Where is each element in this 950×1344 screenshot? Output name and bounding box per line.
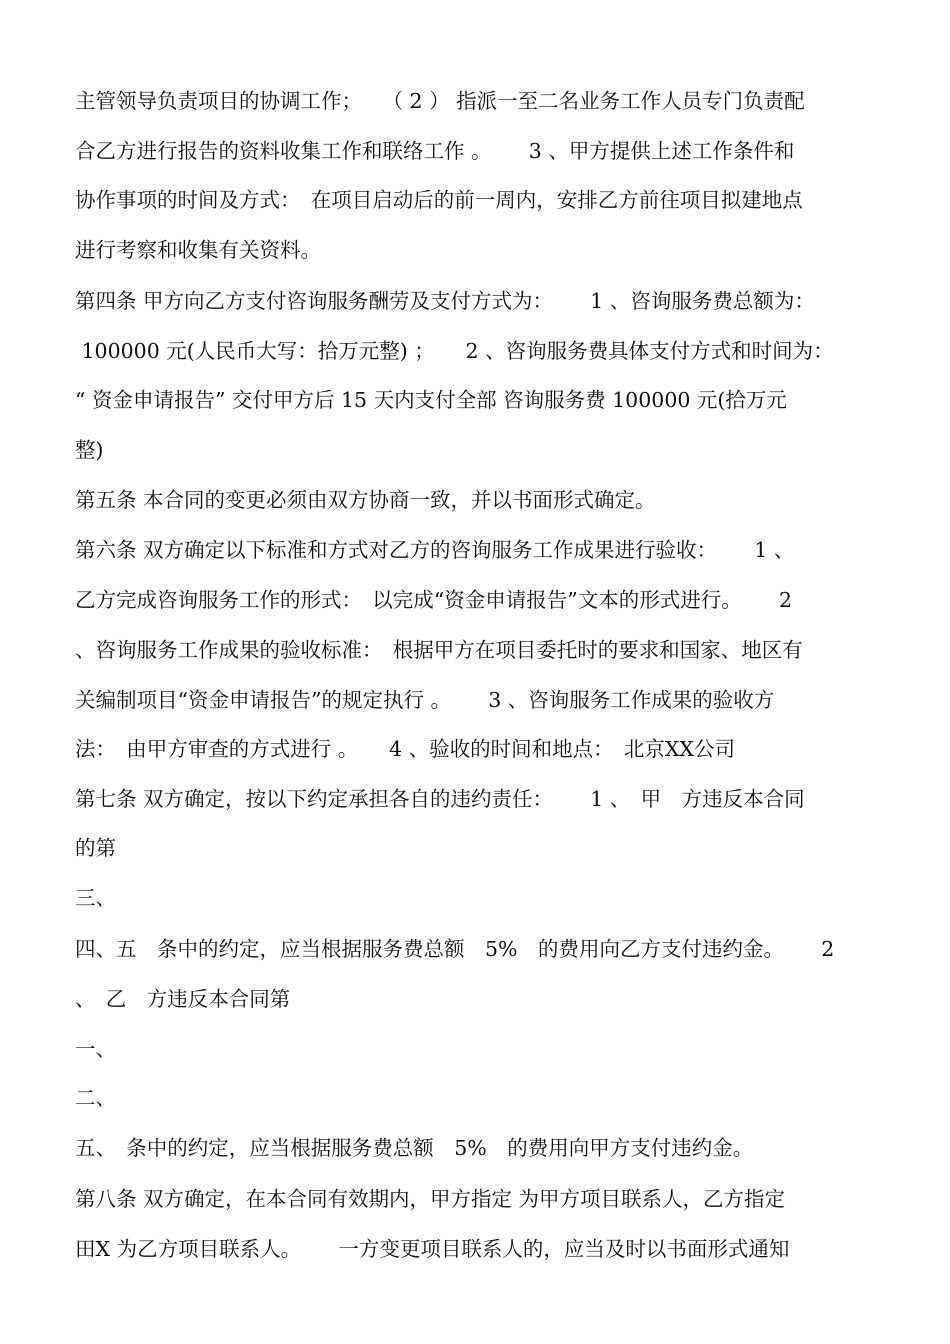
text-line: 法： 由甲方审查的方式进行 。 4 、验收的时间和地点： 北京XX公司 [75, 737, 736, 761]
article-6-heading-line: 第六条 双方确定以下标准和方式对乙方的咨询服务工作成果进行验收： 1 、 [75, 538, 795, 562]
text-line: 五、 条中的约定，应当根据服务费总额 5% 的费用向甲方支付违约金。 [75, 1136, 754, 1160]
text-line: 三、 [75, 886, 116, 910]
text-line: 主管领导负责项目的协调工作； （ 2 ） 指派一至二名业务工作人员专门负责配 [75, 89, 805, 113]
text-line: 协作事项的时间及方式： 在项目启动后的前一周内，安排乙方前往项目拟建地点 [75, 188, 803, 212]
article-8-heading-line: 第八条 双方确定，在本合同有效期内，甲方指定 为甲方项目联系人，乙方指定 [75, 1187, 786, 1211]
article-5-line: 第五条 本合同的变更必须由双方协商一致，并以书面形式确定。 [75, 488, 656, 512]
text-line: 一、 [75, 1037, 116, 1061]
text-line: 进行考察和收集有关资料。 [75, 238, 321, 262]
text-line: 关编制项目“资金申请报告”的规定执行 。 3 、咨询服务工作成果的验收方 [75, 688, 775, 712]
article-4-heading-line: 第四条 甲方向乙方支付咨询服务酬劳及支付方式为： 1 、咨询服务费总额为： [75, 289, 815, 313]
text-line: 四、五 条中的约定，应当根据服务费总额 5% 的费用向乙方支付违约金。 2 [75, 937, 835, 961]
text-line: 乙方完成咨询服务工作的形式： 以完成“资金申请报告”文本的形式进行。 2 [75, 588, 793, 612]
text-line: 整) [75, 438, 104, 462]
article-7-heading-line: 第七条 双方确定，按以下约定承担各自的违约责任： 1 、 甲 方违反本合同 [75, 787, 805, 811]
text-line: 二、 [75, 1086, 116, 1110]
text-line: 的第 [75, 836, 116, 860]
text-line: 100000 元(人民币大写：拾万元整) ； 2 、咨询服务费具体支付方式和时间为： [75, 339, 834, 363]
text-line: 、 乙 方违反本合同第 [75, 987, 291, 1011]
text-line: “ 资金申请报告” 交付甲方后 15 天内支付全部 咨询服务费 100000 元(拾万元 [75, 388, 787, 412]
text-line: 、咨询服务工作成果的验收标准： 根据甲方在项目委托时的要求和国家、地区有 [75, 638, 803, 662]
text-line: 田X 为乙方项目联系人。 一方变更项目联系人的，应当及时以书面形式通知 [75, 1237, 790, 1261]
text-line: 合乙方进行报告的资料收集工作和联络工作 。 3 、甲方提供上述工作条件和 [75, 139, 795, 163]
